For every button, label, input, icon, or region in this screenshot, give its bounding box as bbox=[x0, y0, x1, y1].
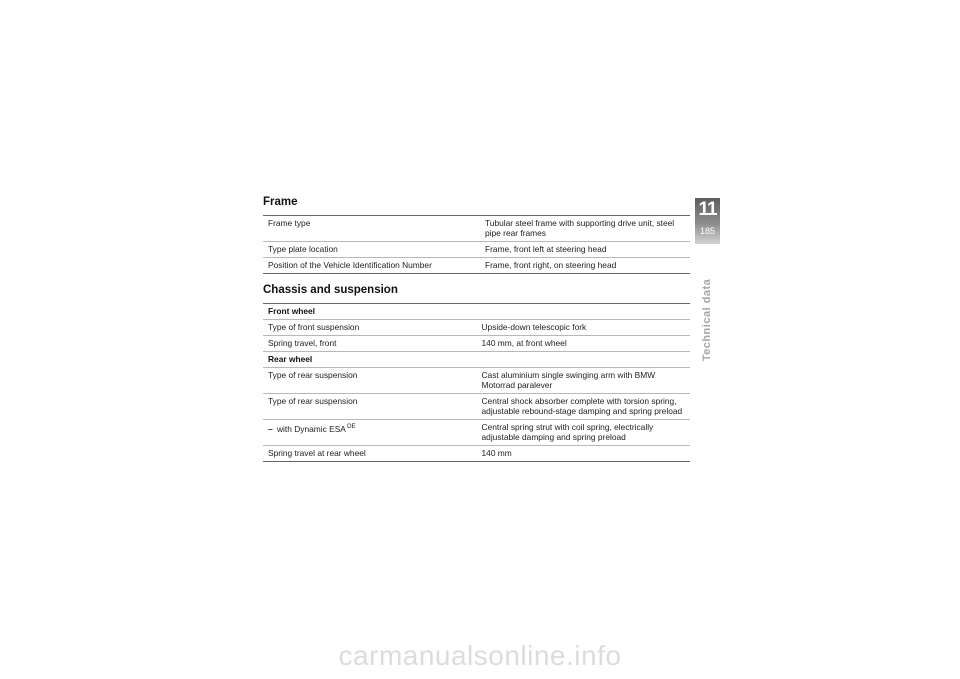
esa-label: with Dynamic ESA bbox=[277, 424, 346, 434]
table-cell-value: Upside-down telescopic fork bbox=[477, 320, 691, 336]
table-row bbox=[263, 446, 690, 462]
group-heading-text: Rear wheel bbox=[263, 352, 690, 368]
table-cell-label: Type of rear suspension bbox=[263, 368, 477, 394]
table-row bbox=[263, 368, 690, 394]
group-heading-front-wheel bbox=[263, 304, 690, 320]
table-cell-label: Frame type bbox=[263, 216, 480, 242]
table-row bbox=[263, 216, 690, 242]
table-cell-value: Central shock absorber complete with torsion spring, adjustable rebound-stage damping and spring preload bbox=[477, 394, 691, 420]
table-cell-label: Spring travel, front bbox=[263, 336, 477, 352]
dash-marker: – bbox=[268, 424, 273, 434]
table-row bbox=[263, 320, 690, 336]
document-body bbox=[263, 196, 690, 462]
table-cell-value: Frame, front right, on steering head bbox=[480, 258, 690, 274]
table-cell-label bbox=[263, 420, 477, 446]
section-title-frame: Frame bbox=[263, 196, 298, 208]
table-row bbox=[263, 258, 690, 274]
table-cell-value: Cast aluminium single swinging arm with BMW Motorrad paralever bbox=[477, 368, 691, 394]
group-heading-rear-wheel bbox=[263, 352, 690, 368]
table-cell-label: Spring travel at rear wheel bbox=[263, 446, 477, 462]
chapter-side-label: Technical data bbox=[701, 278, 713, 362]
watermark: carmanualsonline.info bbox=[338, 640, 622, 671]
table-cell-label: Type of front suspension bbox=[263, 320, 477, 336]
group-heading-text: Front wheel bbox=[263, 304, 690, 320]
frame-table bbox=[263, 215, 690, 274]
page-number: 185 bbox=[699, 226, 716, 236]
table-cell-value: 140 mm bbox=[477, 446, 691, 462]
chassis-table bbox=[263, 303, 690, 462]
table-cell-value: 140 mm, at front wheel bbox=[477, 336, 691, 352]
table-cell-label: Type of rear suspension bbox=[263, 394, 477, 420]
table-cell-value: Central spring strut with coil spring, electrically adjustable damping and spring preload bbox=[477, 420, 691, 446]
table-row bbox=[263, 242, 690, 258]
table-cell-label: Position of the Vehicle Identification Number bbox=[263, 258, 480, 274]
table-row bbox=[263, 394, 690, 420]
oe-superscript: OE bbox=[346, 424, 356, 430]
table-cell-value: Frame, front left at steering head bbox=[480, 242, 690, 258]
chapter-tab bbox=[695, 198, 720, 244]
table-row-esa bbox=[263, 420, 690, 446]
table-cell-value: Tubular steel frame with supporting drive unit, steel pipe rear frames bbox=[480, 216, 690, 242]
chapter-number: 11 bbox=[698, 199, 717, 220]
table-row bbox=[263, 336, 690, 352]
section-title-chassis: Chassis and suspension bbox=[263, 284, 398, 296]
table-cell-label: Type plate location bbox=[263, 242, 480, 258]
